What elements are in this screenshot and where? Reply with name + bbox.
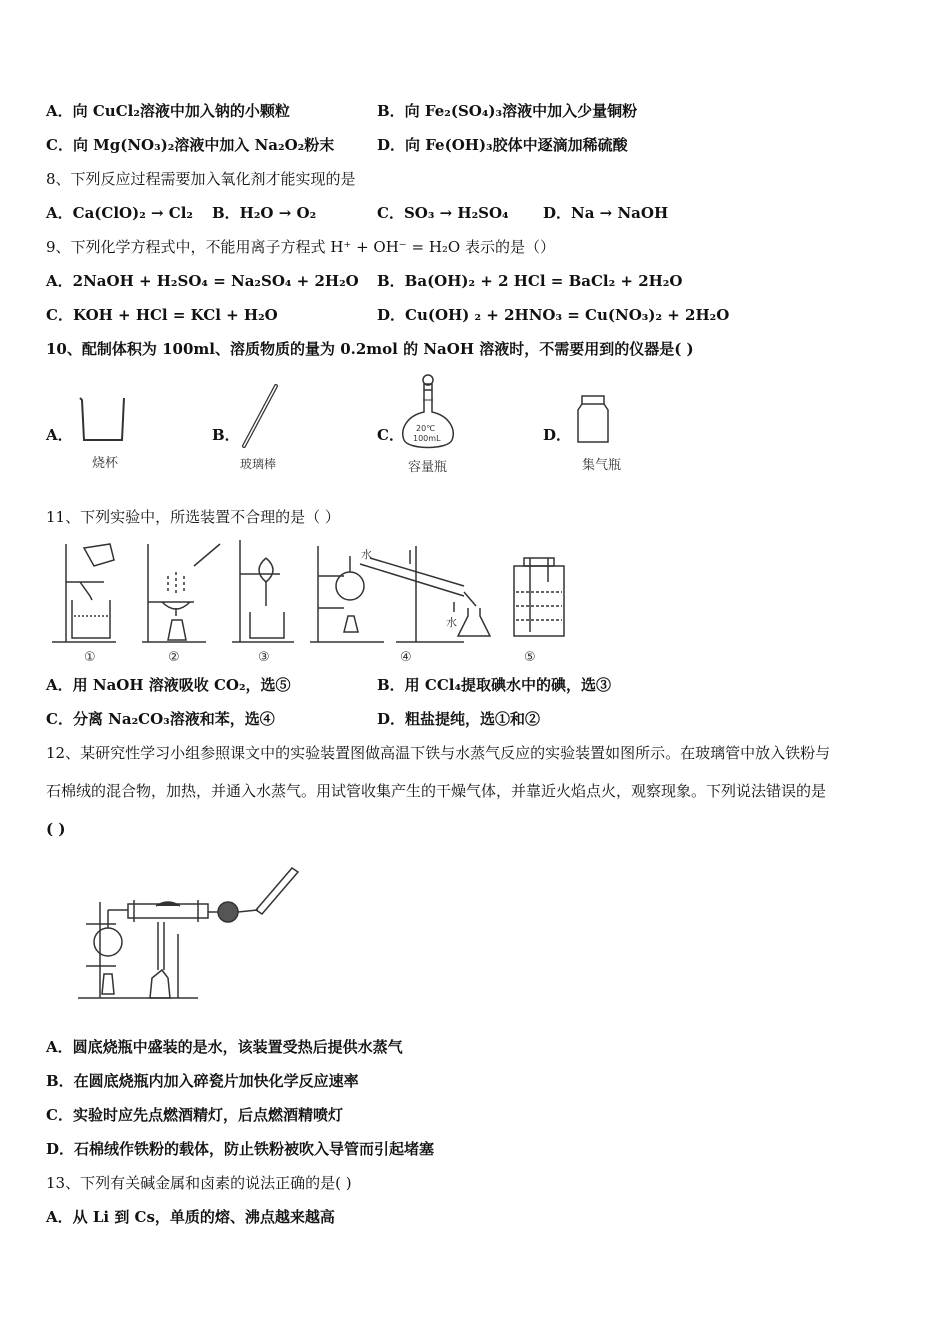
q11-fig-label-4: ④	[400, 650, 412, 665]
q10-stem: 10、配制体积为 100ml、溶质物质的量为 0.2mol 的 NaOH 溶液时，不需要用到的仪器是( )	[46, 340, 694, 358]
q10-option-c-label: 容量瓶	[408, 460, 448, 475]
q13-option-a: A．从 Li 到 Cs，单质的熔、沸点越来越高	[46, 1208, 335, 1226]
q11-option-d: D．粗盐提纯，选①和②	[377, 710, 541, 728]
q11-stem: 11、下列实验中，所选装置不合理的是（ ）	[46, 508, 340, 526]
gas-jar-image	[570, 392, 616, 448]
q9-option-c: C．KOH + HCl = KCl + H₂O	[46, 306, 278, 324]
q11-fig-label-2: ②	[168, 650, 180, 665]
q9-option-b: B．Ba(OH)₂ + 2 HCl = BaCl₂ + 2H₂O	[377, 272, 683, 290]
q9-option-a: A．2NaOH + H₂SO₄ = Na₂SO₄ + 2H₂O	[46, 272, 359, 290]
q12-option-a: A．圆底烧瓶中盛装的是水，该装置受热后提供水蒸气	[46, 1038, 403, 1056]
q10-option-a-letter: A．	[46, 426, 73, 444]
q9-option-d: D．Cu(OH) ₂ + 2HNO₃ = Cu(NO₃)₂ + 2H₂O	[377, 306, 730, 324]
q12-option-d: D．石棉绒作铁粉的载体，防止铁粉被吹入导管而引起堵塞	[46, 1140, 435, 1158]
q7-option-c: C．向 Mg(NO₃)₂溶液中加入 Na₂O₂粉末	[46, 136, 335, 154]
q8-stem: 8、下列反应过程需要加入氧化剂才能实现的是	[46, 170, 356, 188]
q11-apparatus-figure	[44, 536, 584, 656]
glass-rod-image	[234, 380, 284, 452]
q10-option-c-mark-temp: 20℃	[416, 424, 436, 433]
q11-water-top-label: 水	[361, 548, 372, 561]
beaker-image	[74, 392, 132, 444]
q12-option-b: B．在圆底烧瓶内加入碎瓷片加快化学反应速率	[46, 1072, 359, 1090]
q11-water-bottom-label: 水	[446, 616, 457, 629]
q7-option-a: A．向 CuCl₂溶液中加入钠的小颗粒	[46, 102, 290, 120]
q8-option-b: B．H₂O → O₂	[212, 204, 317, 222]
q11-option-c: C．分离 Na₂CO₃溶液和苯，选④	[46, 710, 275, 728]
q10-option-b-letter: B．	[212, 426, 240, 444]
q9-stem: 9、下列化学方程式中，不能用离子方程式 H⁺ + OH⁻ = H₂O 表示的是（）	[46, 238, 555, 256]
q8-option-a: A．Ca(ClO)₂ → Cl₂	[46, 204, 193, 222]
q7-option-b: B．向 Fe₂(SO₄)₃溶液中加入少量铜粉	[377, 102, 638, 120]
q10-option-d-letter: D．	[543, 426, 572, 444]
q10-option-d-label: 集气瓶	[582, 458, 622, 473]
q11-fig-label-1: ①	[84, 650, 96, 665]
q11-fig-label-3: ③	[258, 650, 270, 665]
q12-stem-line-2: 石棉绒的混合物，加热，并通入水蒸气。用试管收集产生的干燥气体，并靠近火焰点火，观察现象。下列说法错误的是	[46, 782, 827, 800]
q11-fig-label-5: ⑤	[524, 650, 536, 665]
q11-option-a: A．用 NaOH 溶液吸收 CO₂，选⑤	[46, 676, 291, 694]
q8-option-d: D．Na → NaOH	[543, 204, 669, 222]
q10-option-a-label: 烧杯	[92, 456, 119, 471]
q8-option-c: C．SO₃ → H₂SO₄	[377, 204, 509, 222]
q12-option-c: C．实验时应先点燃酒精灯，后点燃酒精喷灯	[46, 1106, 343, 1124]
q12-stem-line-3: ( )	[46, 820, 66, 838]
q10-option-b-label: 玻璃棒	[240, 457, 277, 471]
q12-stem-line-1: 12、某研究性学习小组参照课文中的实验装置图做高温下铁与水蒸气反应的实验装置如图所示。在玻璃管中放入铁粉与	[46, 744, 831, 762]
q10-option-c-letter: C．	[377, 426, 404, 444]
q10-option-c-mark-vol: 100mL	[413, 434, 441, 443]
q11-option-b: B．用 CCl₄提取碘水中的碘，选③	[377, 676, 612, 694]
q12-apparatus-figure	[72, 862, 302, 1002]
q7-option-d: D．向 Fe(OH)₃胶体中逐滴加稀硫酸	[377, 136, 628, 154]
q13-stem: 13、下列有关碱金属和卤素的说法正确的是( )	[46, 1174, 352, 1192]
